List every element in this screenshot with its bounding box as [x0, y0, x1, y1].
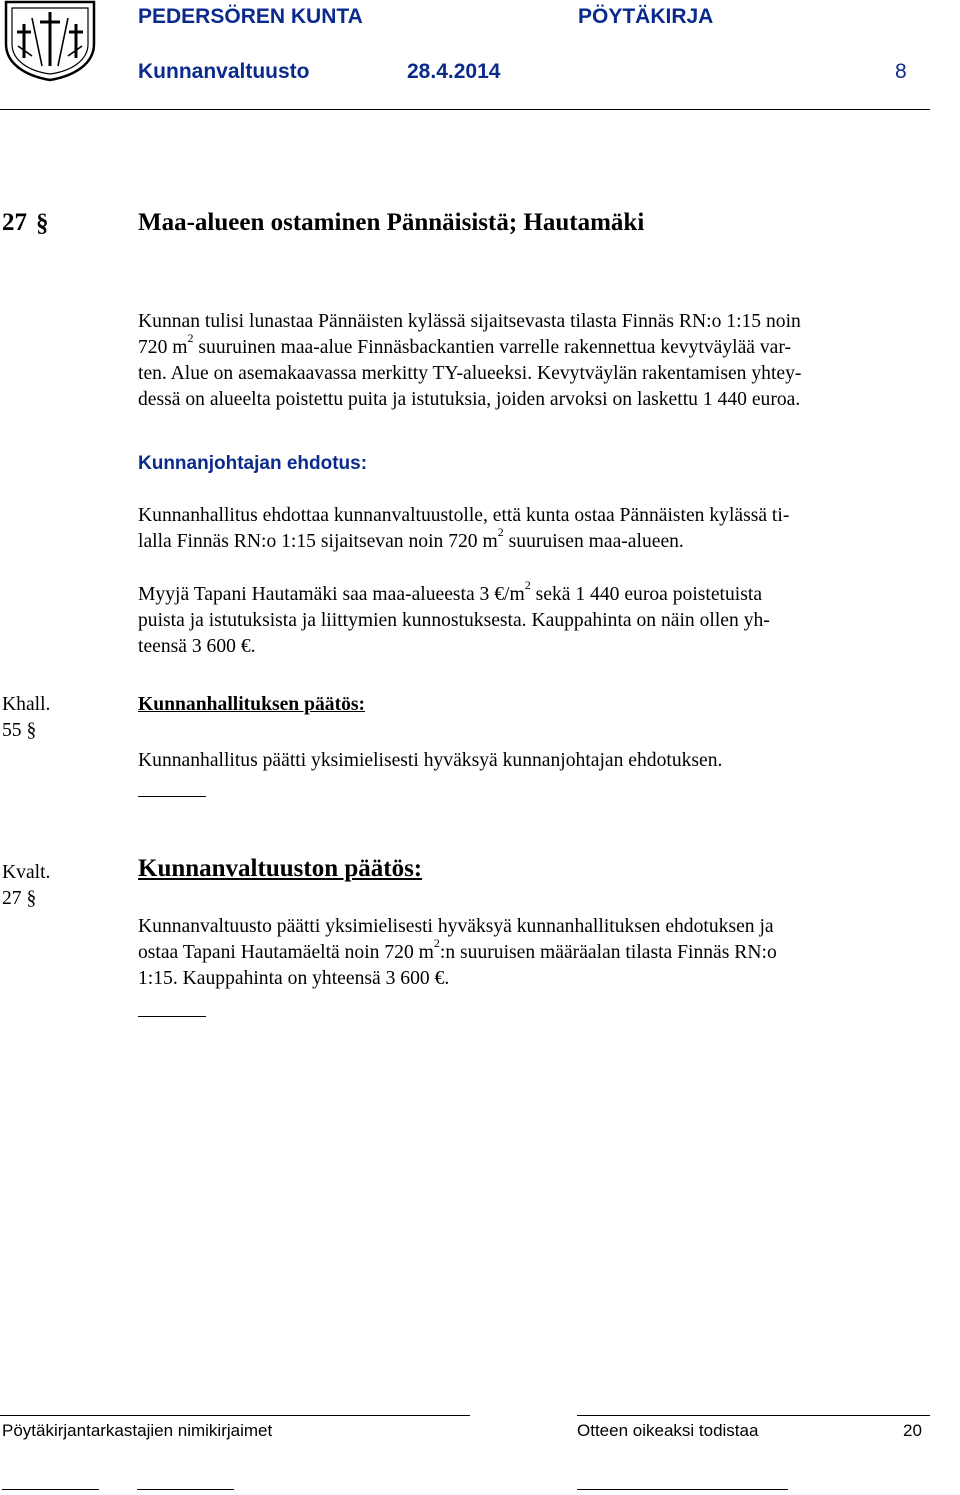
kvalt-line: 1:15. Kauppahinta on yhteensä 3 600 €. [138, 968, 450, 989]
meeting-body: Kunnanvaltuusto [138, 60, 310, 83]
kvalt-decision-paragraph [138, 914, 928, 992]
intro-line: ten. Alue on asemakaavassa merkitty TY-alueeksi. Kevytväylän rakentamisen yhtey- [138, 363, 802, 384]
section-title: Maa-alueen ostaminen Pännäisistä; Hautamäki [138, 209, 645, 236]
kvalt-label: Kvalt. [2, 862, 51, 883]
intro-line: Kunnan tulisi lunastaa Pännäisten kylässä sijaitsevasta tilasta Finnäs RN:o 1:15 noin [138, 311, 801, 332]
proposal-line: puista ja istutuksista ja liittymien kunnostuksesta. Kauppahinta on näin ollen yh- [138, 610, 770, 631]
signature-line [137, 1489, 234, 1490]
kvalt-line: Kunnanvaltuusto päätti yksimielisesti hyväksyä kunnanhallituksen ehdotuksen ja [138, 916, 774, 937]
intro-line: dessä on alueelta poistettu puita ja istutuksia, joiden arvoksi on laskettu 1 440 euroa. [138, 389, 801, 410]
section-mark: § [36, 210, 49, 237]
proposal-line: Myyjä Tapani Hautamäki saa maa-alueesta 3 $€/m^2$ sekä 1 440 euroa poistetuista [138, 578, 763, 605]
footer-page-number: 20 [903, 1421, 922, 1440]
khall-section-ref: 55 § [2, 720, 37, 741]
khall-decision-heading: Kunnanhallituksen päätös: [138, 694, 366, 715]
section-number: 27 [2, 209, 27, 236]
organization-name: PEDERSÖREN KUNTA [138, 5, 363, 28]
proposal-line: Kunnanhallitus ehdottaa kunnanvaltuustolle, että kunta ostaa Pännäisten kylässä ti- [138, 505, 790, 526]
separator-line [138, 1016, 206, 1017]
footer-certified-label: Otteen oikeaksi todistaa [577, 1421, 759, 1440]
kvalt-decision-heading: Kunnanvaltuuston päätös: [138, 855, 423, 882]
kvalt-section-ref: 27 § [2, 888, 37, 909]
footer-rule-right [577, 1415, 930, 1416]
section-mark: § [26, 888, 37, 909]
proposal-heading: Kunnanjohtajan ehdotus: [138, 453, 368, 474]
proposal-line: lalla Finnäs RN:o 1:15 sijaitsevan noin 720 $m^2$ suuruisen maa-alueen. [138, 525, 684, 552]
proposal-line: teensä 3 600 €. [138, 636, 256, 657]
khall-decision-text: Kunnanhallitus päätti yksimielisesti hyväksyä kunnanjohtajan ehdotuksen. [138, 750, 723, 771]
separator-line [138, 796, 206, 797]
intro-line: 720 $m^2$ suuruinen maa-alue Finnäsbackantien varrelle rakennettua kevytväylää var- [138, 331, 792, 358]
kvalt-line: ostaa Tapani Hautamäeltä noin 720 $m^2:n$ suuruisen määräalan tilasta Finnäs RN:o [138, 936, 777, 963]
proposal-paragraph-2 [138, 578, 928, 660]
intro-paragraph [138, 309, 928, 413]
section-mark: § [26, 720, 37, 741]
footer-initials-label: Pöytäkirjantarkastajien nimikirjaimet [2, 1421, 273, 1440]
khall-label: Khall. [2, 694, 51, 715]
document-type: PÖYTÄKIRJA [578, 5, 714, 28]
signature-line [2, 1489, 99, 1490]
municipality-coat-of-arms-logo [2, 0, 98, 82]
page-number: 8 [895, 60, 907, 83]
signature-line [577, 1489, 788, 1490]
footer-rule-left [0, 1415, 470, 1416]
header-divider [0, 109, 930, 110]
meeting-date: 28.4.2014 [407, 60, 501, 83]
proposal-paragraph-1 [138, 503, 928, 555]
